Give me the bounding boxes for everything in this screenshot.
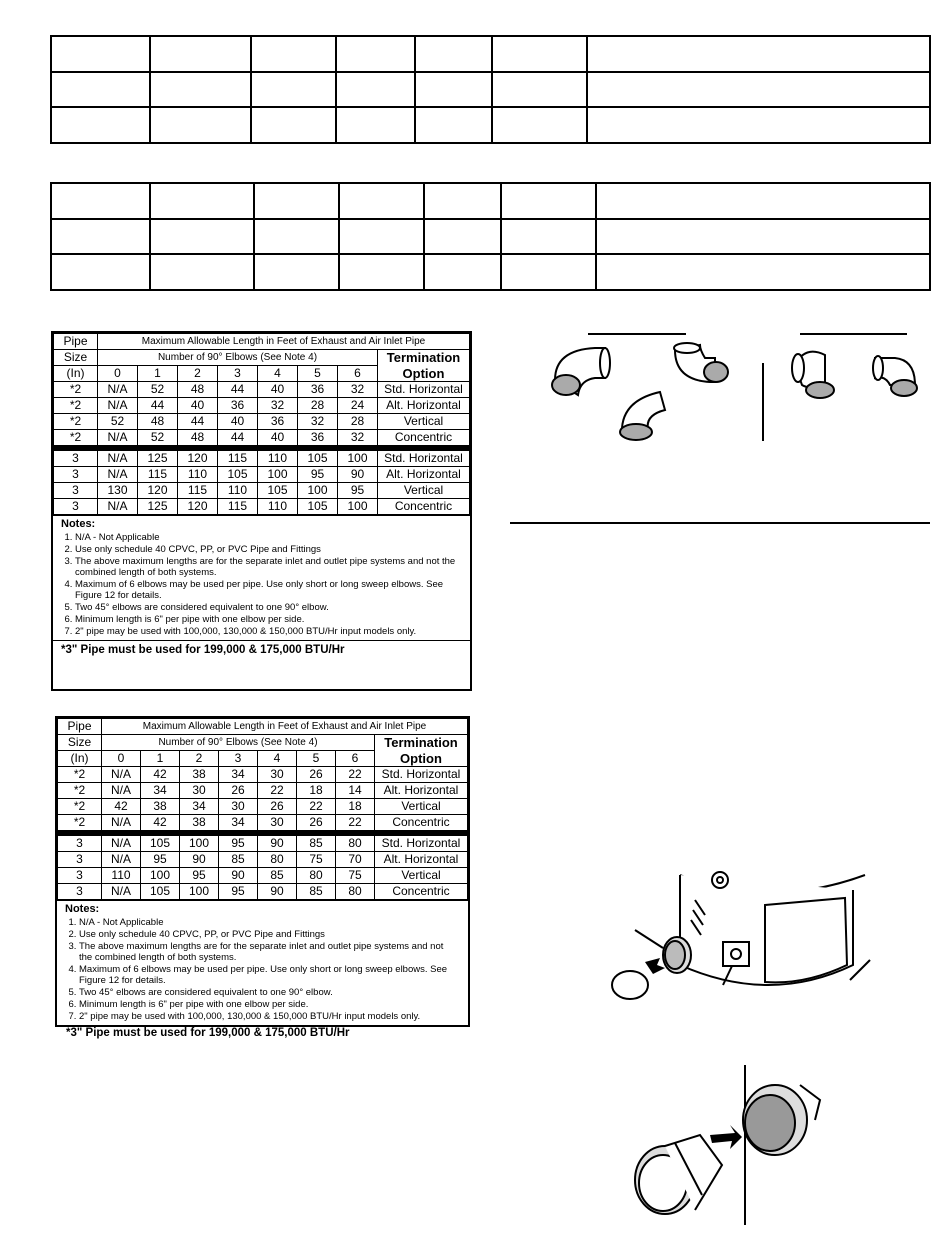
termination-header: Termination [378, 350, 470, 366]
section-rule [510, 522, 930, 524]
table-row [54, 483, 470, 499]
length-cell: 22 [336, 815, 375, 831]
length-cell: 105 [298, 499, 338, 515]
length-cell: 100 [338, 499, 378, 515]
pipe-size-cell: 3 [54, 499, 98, 515]
length-cell: 40 [178, 398, 218, 414]
length-cell: 80 [336, 836, 375, 852]
pipe-size-header: Pipe [58, 719, 102, 735]
length-cell: 95 [338, 483, 378, 499]
length-cell: 80 [336, 884, 375, 900]
length-cell: 52 [98, 414, 138, 430]
length-cell: 100 [141, 868, 180, 884]
termination-header: Option [378, 366, 470, 382]
termination-cell: Vertical [375, 799, 468, 815]
length-cell: 100 [180, 836, 219, 852]
length-cell: 34 [180, 799, 219, 815]
table-row [54, 382, 470, 398]
note-item: 4. Maximum of 6 elbows may be used per pipe. Use only short or long sweep elbows. See Figure 12 for details. [79, 964, 458, 986]
length-cell: 85 [297, 884, 336, 900]
pipe-size-header: (In) [58, 751, 102, 767]
pipe-size-cell: *2 [58, 783, 102, 799]
pipe-size-cell: *2 [54, 430, 98, 446]
elbows-header: Number of 90° Elbows (See Note 4) [98, 350, 378, 366]
length-cell: 95 [298, 467, 338, 483]
length-cell: 32 [338, 430, 378, 446]
termination-cell: Concentric [378, 499, 470, 515]
length-cell: N/A [98, 398, 138, 414]
length-cell: 52 [138, 382, 178, 398]
pipe-size-cell: *2 [58, 799, 102, 815]
termination-cell: Alt. Horizontal [378, 467, 470, 483]
length-cell: 115 [138, 467, 178, 483]
length-cell: 90 [258, 884, 297, 900]
length-cell: 24 [338, 398, 378, 414]
length-cell: 110 [218, 483, 258, 499]
note-item: 5. Two 45° elbows are considered equivalent to one 90° elbow. [79, 987, 458, 998]
notes-section [57, 900, 468, 1025]
length-cell: 22 [258, 783, 297, 799]
vent-length-table-2 [55, 716, 470, 1027]
length-cell: 100 [338, 451, 378, 467]
termination-cell: Alt. Horizontal [378, 398, 470, 414]
pipe-size-header: Size [58, 735, 102, 751]
length-cell: N/A [98, 451, 138, 467]
length-cell: 125 [138, 499, 178, 515]
length-cell: 115 [218, 451, 258, 467]
note-item: 3. The above maximum lengths are for the separate inlet and outlet pipe systems and not the combined length of both systems. [75, 556, 460, 578]
table-row [58, 799, 468, 815]
length-cell: 40 [218, 414, 258, 430]
elbow-count: 6 [338, 366, 378, 382]
length-cell: 110 [178, 467, 218, 483]
length-cell: 95 [141, 852, 180, 868]
length-cell: 38 [180, 767, 219, 783]
length-cell: 85 [297, 836, 336, 852]
pipe-coupling-illustration [630, 1065, 830, 1225]
length-cell: 34 [219, 767, 258, 783]
empty-grid-mid [50, 182, 931, 291]
length-cell: 36 [298, 430, 338, 446]
note-item: 7. 2" pipe may be used with 100,000, 130,000 & 150,000 BTU/Hr input models only. [75, 626, 460, 637]
termination-cell: Std. Horizontal [378, 451, 470, 467]
length-cell: 44 [178, 414, 218, 430]
length-cell: 115 [178, 483, 218, 499]
elbow-count: 2 [178, 366, 218, 382]
table-row [58, 884, 468, 900]
length-cell: 28 [298, 398, 338, 414]
note-item: 1. N/A - Not Applicable [79, 917, 458, 928]
vent-length-table-1 [51, 331, 472, 691]
length-cell: 95 [219, 884, 258, 900]
elbow-count: 1 [138, 366, 178, 382]
elbow-caption-line-right [800, 333, 907, 335]
pipe-size-cell: *2 [54, 382, 98, 398]
length-cell: 42 [141, 815, 180, 831]
table-row [54, 451, 470, 467]
length-cell: 36 [218, 398, 258, 414]
length-cell: 120 [178, 451, 218, 467]
elbow-count: 0 [98, 366, 138, 382]
length-cell: 32 [258, 398, 298, 414]
length-cell: 105 [141, 836, 180, 852]
max-length-header: Maximum Allowable Length in Feet of Exhaust and Air Inlet Pipe [98, 334, 470, 350]
length-cell: N/A [98, 467, 138, 483]
length-cell: N/A [102, 767, 141, 783]
termination-header: Termination [375, 735, 468, 751]
length-cell: 26 [258, 799, 297, 815]
note-item: 4. Maximum of 6 elbows may be used per pipe. Use only short or long sweep elbows. See Figure 12 for details. [75, 579, 460, 601]
termination-cell: Alt. Horizontal [375, 852, 468, 868]
pipe-size-cell: 3 [58, 852, 102, 868]
length-cell: 42 [102, 799, 141, 815]
termination-cell: Vertical [378, 414, 470, 430]
length-cell: 95 [180, 868, 219, 884]
length-cell: 52 [138, 430, 178, 446]
pipe-size-cell: *2 [58, 815, 102, 831]
length-cell: 110 [258, 451, 298, 467]
pipe-size-header: Pipe [54, 334, 98, 350]
elbow-count: 1 [141, 751, 180, 767]
length-cell: 44 [218, 382, 258, 398]
table-row [58, 815, 468, 831]
pipe-size-cell: 3 [54, 451, 98, 467]
note-item: 3. The above maximum lengths are for the separate inlet and outlet pipe systems and not the combined length of both systems. [79, 941, 458, 963]
elbow-count: 4 [258, 366, 298, 382]
length-cell: 85 [219, 852, 258, 868]
note-item: 7. 2" pipe may be used with 100,000, 130,000 & 150,000 BTU/Hr input models only. [79, 1011, 458, 1022]
length-cell: 30 [258, 767, 297, 783]
table-row [58, 783, 468, 799]
length-cell: 22 [297, 799, 336, 815]
length-cell: 48 [178, 382, 218, 398]
pipe-size-cell: 3 [54, 483, 98, 499]
notes-section [53, 515, 470, 641]
table-row [54, 414, 470, 430]
table-row [58, 836, 468, 852]
length-cell: N/A [98, 382, 138, 398]
table-row [58, 767, 468, 783]
length-cell: 38 [141, 799, 180, 815]
length-cell: 70 [336, 852, 375, 868]
termination-cell: Vertical [378, 483, 470, 499]
elbow-count: 2 [180, 751, 219, 767]
note-item: 2. Use only schedule 40 CPVC, PP, or PVC Pipe and Fittings [79, 929, 458, 940]
table-row [54, 467, 470, 483]
note-item: 6. Minimum length is 6" per pipe with one elbow per side. [75, 614, 460, 625]
length-cell: 38 [180, 815, 219, 831]
pipe-size-header: Size [54, 350, 98, 366]
elbow-count: 0 [102, 751, 141, 767]
length-cell: 110 [102, 868, 141, 884]
length-cell: 40 [258, 430, 298, 446]
length-cell: 100 [298, 483, 338, 499]
length-cell: 30 [219, 799, 258, 815]
length-cell: N/A [102, 783, 141, 799]
length-cell: 110 [258, 499, 298, 515]
length-cell: N/A [102, 852, 141, 868]
termination-cell: Std. Horizontal [375, 767, 468, 783]
notes-title: Notes: [65, 903, 100, 915]
elbow-caption-line-left [588, 333, 686, 335]
elbow-count: 4 [258, 751, 297, 767]
length-cell: N/A [98, 499, 138, 515]
termination-cell: Concentric [375, 884, 468, 900]
length-cell: 75 [297, 852, 336, 868]
length-cell: 115 [218, 499, 258, 515]
length-cell: 105 [298, 451, 338, 467]
elbow-fittings-illustration [540, 340, 930, 450]
max-length-header: Maximum Allowable Length in Feet of Exhaust and Air Inlet Pipe [102, 719, 468, 735]
termination-header: Option [375, 751, 468, 767]
pipe-size-cell: *2 [54, 414, 98, 430]
note-item: 6. Minimum length is 6" per pipe with one elbow per side. [79, 999, 458, 1010]
elbow-count: 3 [219, 751, 258, 767]
length-cell: 95 [219, 836, 258, 852]
length-cell: 130 [98, 483, 138, 499]
length-cell: 36 [258, 414, 298, 430]
note-item: 5. Two 45° elbows are considered equivalent to one 90° elbow. [75, 602, 460, 613]
pipe-size-cell: 3 [58, 836, 102, 852]
length-cell: 80 [297, 868, 336, 884]
length-cell: 26 [297, 767, 336, 783]
pipe-size-cell: *2 [58, 767, 102, 783]
pipe-size-cell: 3 [58, 884, 102, 900]
length-cell: N/A [102, 836, 141, 852]
length-cell: 120 [138, 483, 178, 499]
length-cell: N/A [98, 430, 138, 446]
termination-cell: Concentric [375, 815, 468, 831]
length-cell: 26 [297, 815, 336, 831]
length-cell: 22 [336, 767, 375, 783]
elbow-count: 5 [298, 366, 338, 382]
footnote: *3" Pipe must be used for 199,000 & 175,000 BTU/Hr [66, 1027, 350, 1039]
termination-cell: Concentric [378, 430, 470, 446]
note-item: 2. Use only schedule 40 CPVC, PP, or PVC Pipe and Fittings [75, 544, 460, 555]
length-cell: 75 [336, 868, 375, 884]
length-cell: 32 [338, 382, 378, 398]
length-cell: N/A [102, 815, 141, 831]
length-cell: 48 [138, 414, 178, 430]
length-cell: 125 [138, 451, 178, 467]
length-cell: 34 [141, 783, 180, 799]
length-cell: 26 [219, 783, 258, 799]
length-cell: 18 [336, 799, 375, 815]
length-cell: 100 [180, 884, 219, 900]
pipe-size-cell: 3 [58, 868, 102, 884]
elbows-header: Number of 90° Elbows (See Note 4) [102, 735, 375, 751]
termination-cell: Vertical [375, 868, 468, 884]
length-cell: 42 [141, 767, 180, 783]
table-row [54, 499, 470, 515]
length-cell: 32 [298, 414, 338, 430]
elbow-count: 6 [336, 751, 375, 767]
length-cell: 105 [141, 884, 180, 900]
length-cell: 18 [297, 783, 336, 799]
table-row [54, 430, 470, 446]
length-cell: 105 [218, 467, 258, 483]
notes-title: Notes: [61, 518, 96, 530]
length-cell: 100 [258, 467, 298, 483]
pipe-size-cell: *2 [54, 398, 98, 414]
length-cell: 44 [218, 430, 258, 446]
length-cell: 105 [258, 483, 298, 499]
elbow-count: 5 [297, 751, 336, 767]
length-cell: 30 [258, 815, 297, 831]
empty-grid-top [50, 35, 931, 144]
elbow-count: 3 [218, 366, 258, 382]
length-cell: 120 [178, 499, 218, 515]
length-cell: 90 [338, 467, 378, 483]
length-cell: 90 [258, 836, 297, 852]
length-cell: 34 [219, 815, 258, 831]
termination-cell: Std. Horizontal [378, 382, 470, 398]
length-cell: 28 [338, 414, 378, 430]
pipe-size-cell: 3 [54, 467, 98, 483]
termination-cell: Std. Horizontal [375, 836, 468, 852]
note-item: 1. N/A - Not Applicable [75, 532, 460, 543]
footnote: *3" Pipe must be used for 199,000 & 175,000 BTU/Hr [61, 644, 345, 656]
length-cell: 90 [219, 868, 258, 884]
length-cell: 44 [138, 398, 178, 414]
heater-vent-connection-illustration [605, 870, 895, 1010]
length-cell: 36 [298, 382, 338, 398]
length-cell: 90 [180, 852, 219, 868]
termination-cell: Alt. Horizontal [375, 783, 468, 799]
length-cell: 80 [258, 852, 297, 868]
pipe-size-header: (In) [54, 366, 98, 382]
length-cell: 30 [180, 783, 219, 799]
length-cell: N/A [102, 884, 141, 900]
table-row [54, 398, 470, 414]
length-cell: 40 [258, 382, 298, 398]
length-cell: 14 [336, 783, 375, 799]
length-cell: 85 [258, 868, 297, 884]
table-row [58, 868, 468, 884]
table-row [58, 852, 468, 868]
length-cell: 48 [178, 430, 218, 446]
